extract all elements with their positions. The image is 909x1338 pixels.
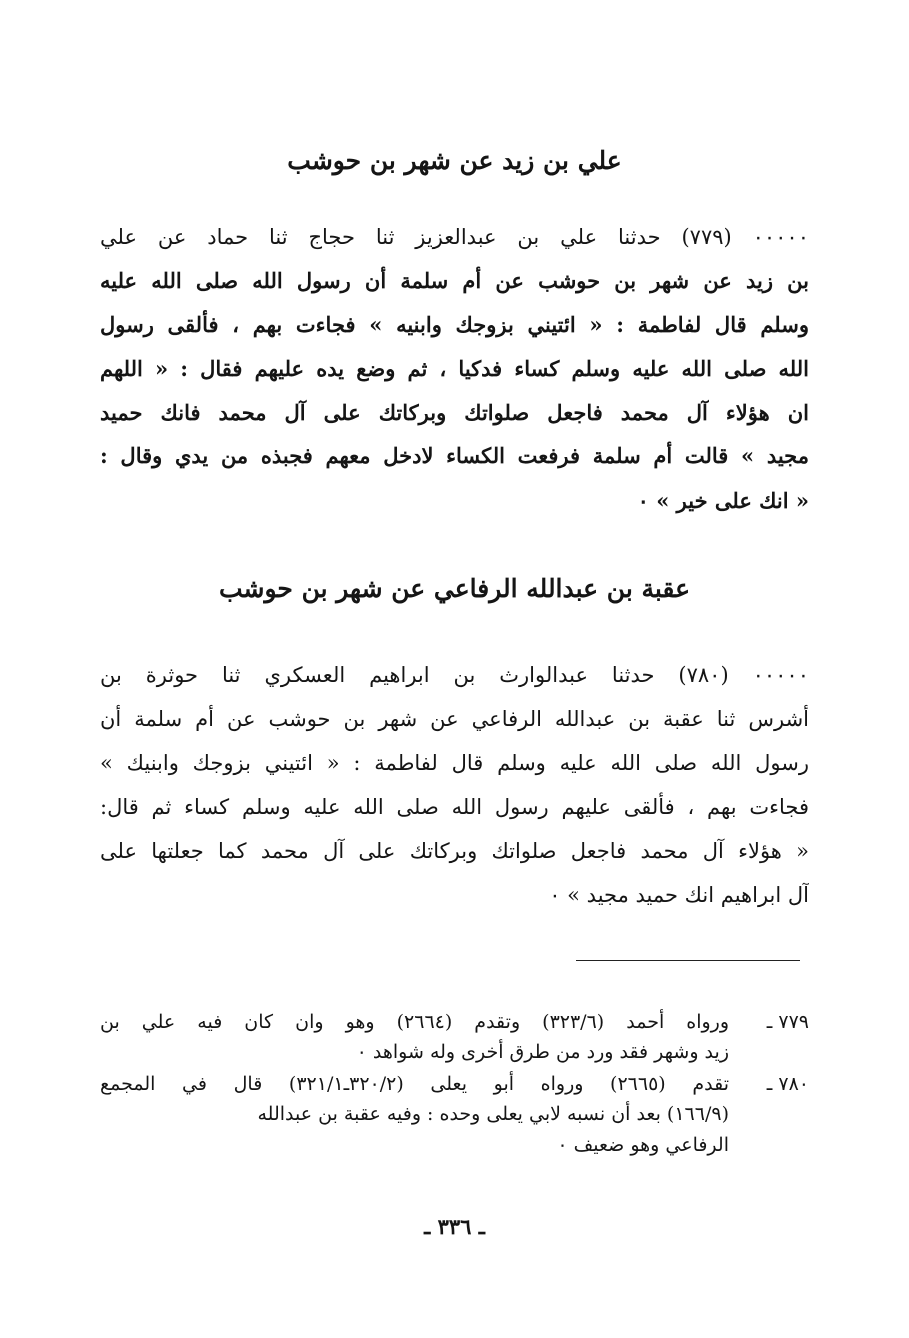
body-line: « هؤلاء آل محمد فاجعل صلواتك وبركاتك على آل محمد كما جعلتها على <box>100 839 809 863</box>
body-line: « انك على خير » ٠ <box>637 488 809 513</box>
footnote-number: ٧٨٠ ـ <box>766 1073 809 1095</box>
footnote-separator <box>576 960 800 961</box>
section-heading-1: علي بن زيد عن شهر بن حوشب <box>287 146 622 175</box>
footnote-text: (١٦٦/٩) بعد أن نسبه لابي يعلى وحده : وفيه عقبة بن عبدالله <box>257 1103 729 1125</box>
footnote-text: ورواه أحمد (٣٢٣/٦) وتقدم (٢٦٦٤) وهو وان كان فيه علي بن <box>100 1011 730 1033</box>
body-line: ٠٠٠٠٠ (٧٧٩) حدثنا علي بن عبدالعزيز ثنا حجاج ثنا حماد عن علي <box>100 225 809 249</box>
footnote-text: الرفاعي وهو ضعيف ٠ <box>557 1134 729 1156</box>
body-line: بن زيد عن شهر بن حوشب عن أم سلمة أن رسول الله صلى الله عليه <box>100 268 809 293</box>
footnote-779 <box>100 1008 809 1036</box>
body-line: ان هؤلاء آل محمد فاجعل صلواتك وبركاتك على آل محمد فانك حميد <box>100 400 809 425</box>
page-number: ـ ٣٣٦ ـ <box>424 1214 485 1239</box>
body-line: أشرس ثنا عقبة بن عبدالله الرفاعي عن شهر بن حوشب عن أم سلمة أن <box>100 707 809 731</box>
footnote-text: زيد وشهر فقد ورد من طرق أخرى وله شواهد ٠ <box>356 1041 729 1063</box>
footnote-780 <box>100 1070 809 1098</box>
body-line: مجيد » قالت أم سلمة فرفعت الكساء لادخل معهم فجبذه من يدي وقال : <box>100 443 809 468</box>
body-line: آل ابراهيم انك حميد مجيد » ٠ <box>549 883 809 907</box>
footnote-number: ٧٧٩ ـ <box>766 1011 809 1033</box>
footnote-text: تقدم (٢٦٦٥) ورواه أبو يعلى (٣٢٠/٢ـ٣٢١/١) قال في المجمع <box>100 1073 729 1095</box>
section-heading-2: عقبة بن عبدالله الرفاعي عن شهر بن حوشب <box>219 574 690 603</box>
body-line: الله صلى الله عليه وسلم كساء فدكيا ، ثم وضع يده عليهم فقال : « اللهم <box>100 356 809 381</box>
body-line: ٠٠٠٠٠ (٧٨٠) حدثنا عبدالوارث بن ابراهيم العسكري ثنا حوثرة بن <box>100 663 809 687</box>
body-line: فجاءت بهم ، فألقى عليهم رسول الله صلى الله عليه وسلم كساء ثم قال: <box>100 795 809 819</box>
body-line: وسلم قال لفاطمة : « ائتيني بزوجك وابنيه » فجاءت بهم ، فألقى رسول <box>100 312 809 337</box>
body-line: رسول الله صلى الله عليه وسلم قال لفاطمة : « ائتيني بزوجك وابنيك » <box>100 751 809 775</box>
